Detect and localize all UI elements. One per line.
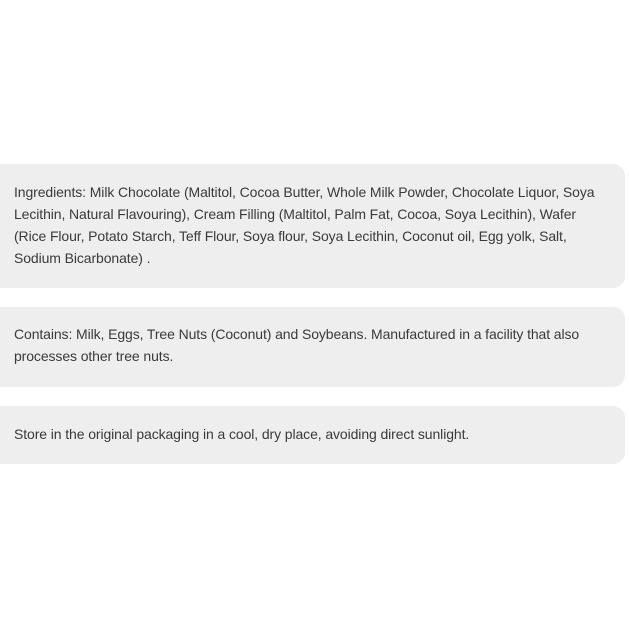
storage-text: Store in the original packaging in a cool, dry place, avoiding direct sunlight. bbox=[14, 426, 470, 442]
storage-card bbox=[0, 406, 625, 464]
ingredients-card bbox=[0, 164, 625, 288]
ingredients-text: Ingredients: Milk Chocolate (Maltitol, Cocoa Butter, Whole Milk Powder, Chocolate Liquor, Soya Lecithin, Natural Flavouring), Cream Filling (Maltitol, Palm Fat, Cocoa, Soya Lecithin), Wafer (Rice Flour, Potato Starch, Teff Flour, Soya flour, Soya Lecithin, Coconut oil, Egg yolk, Salt, Sodium Bicarbonate) . bbox=[14, 184, 595, 266]
allergens-text: Contains: Milk, Eggs, Tree Nuts (Coconut) and Soybeans. Manufactured in a facility that also processes other tree nuts. bbox=[14, 326, 580, 364]
allergens-card bbox=[0, 307, 625, 387]
